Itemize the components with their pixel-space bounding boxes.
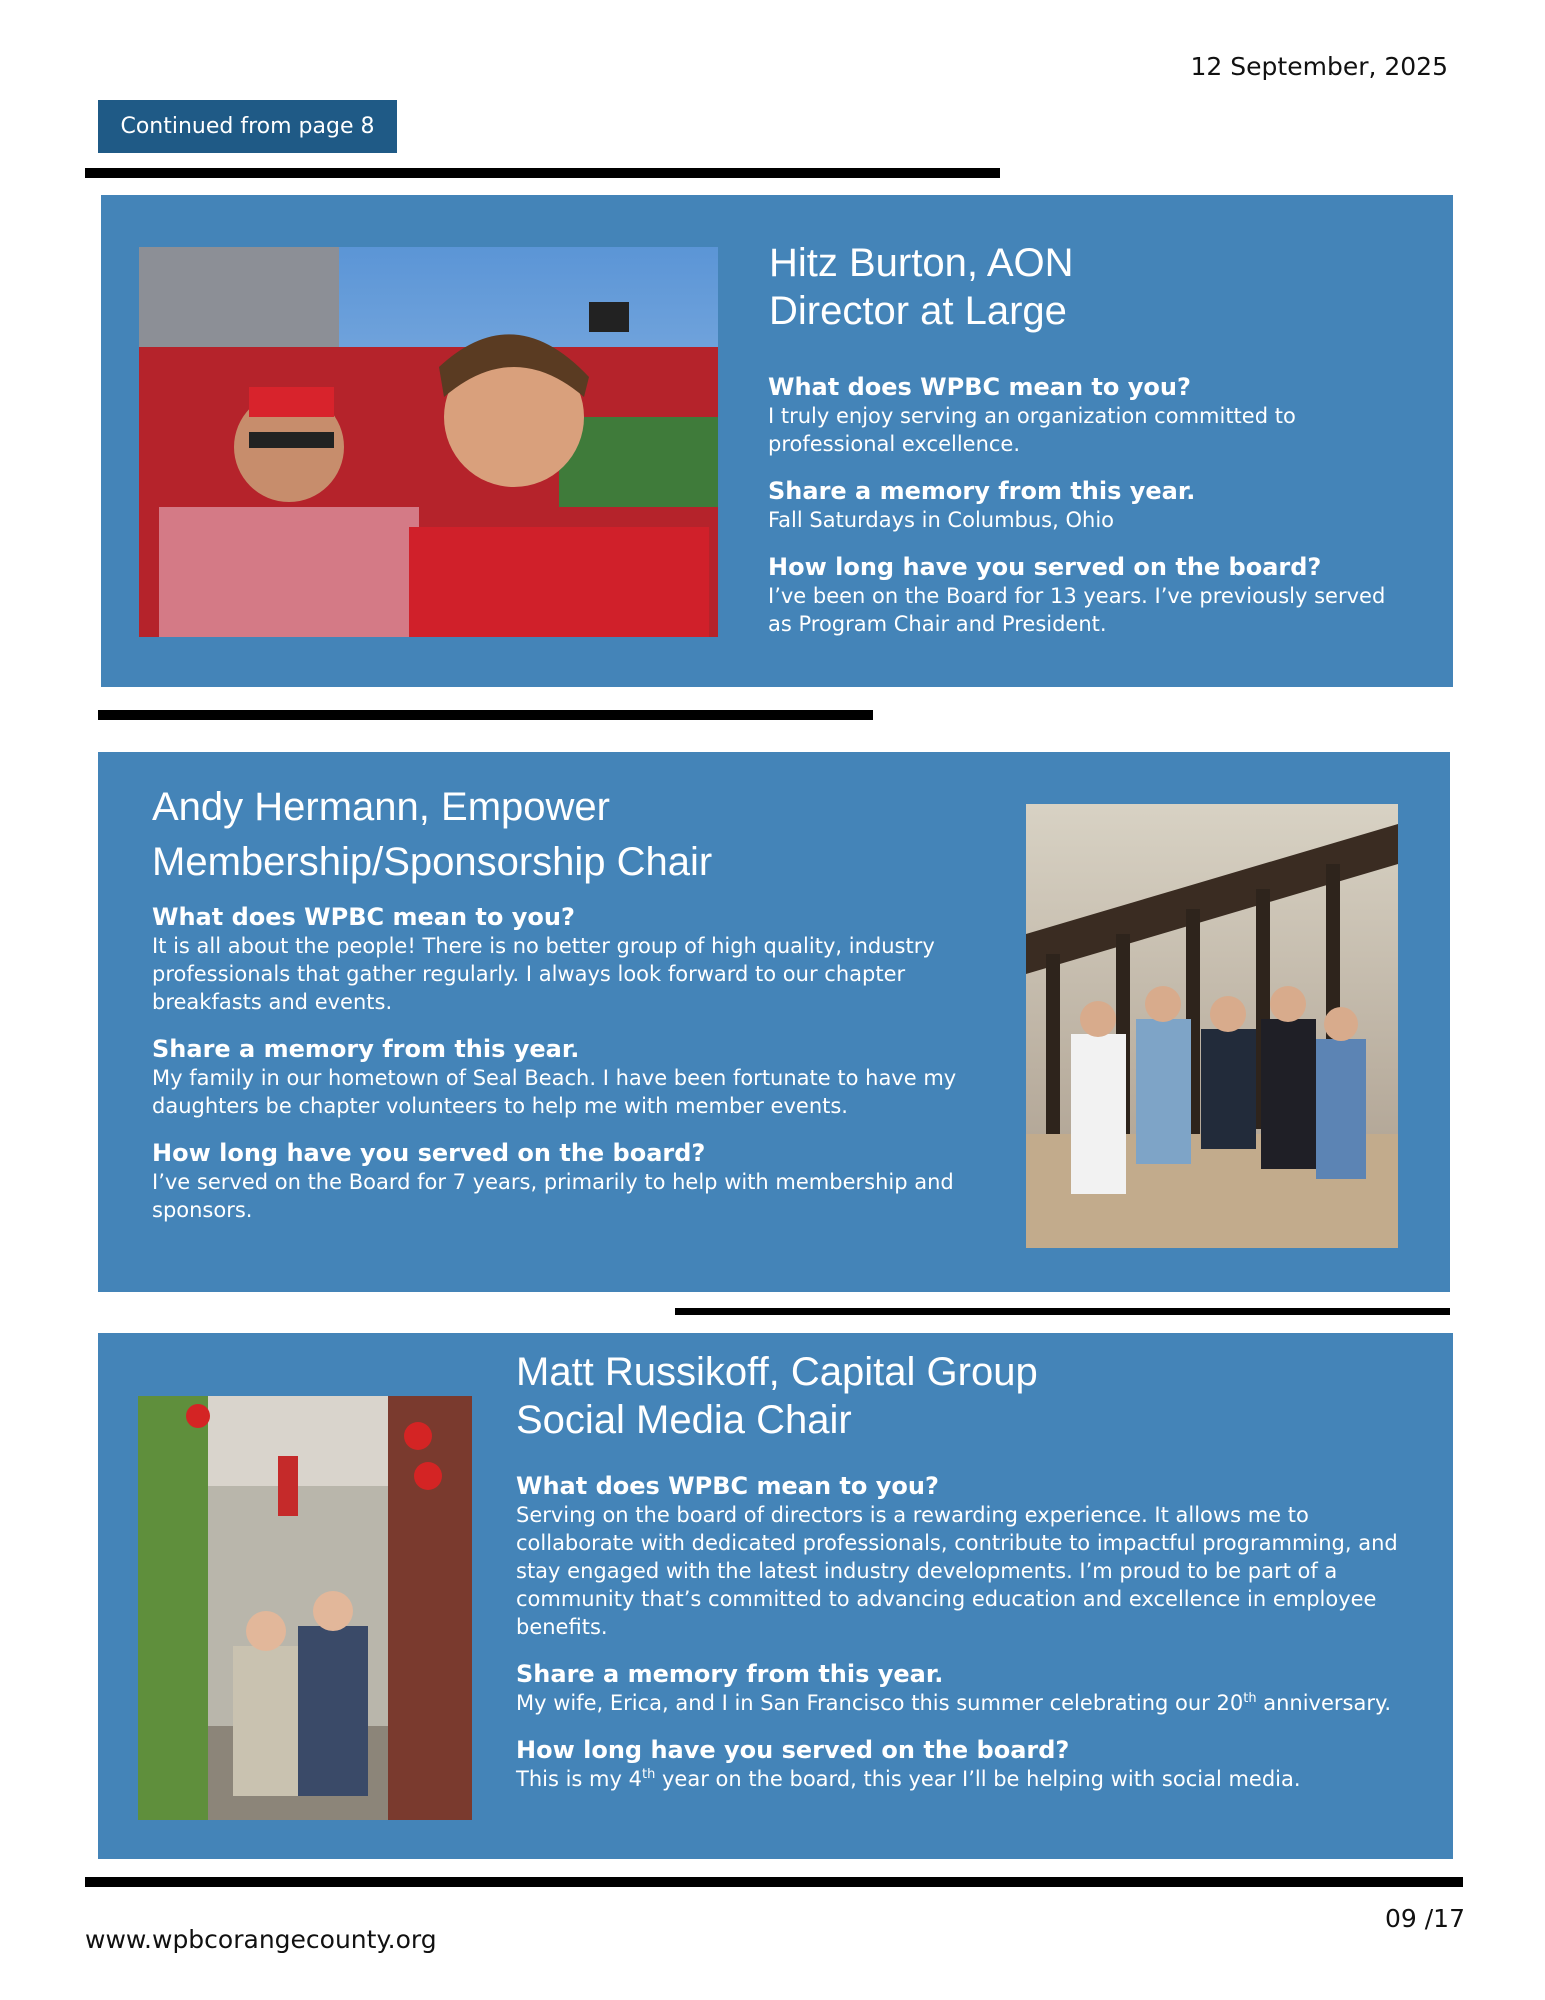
answer-tenure: I’ve been on the Board for 13 years. I’ve previously served as Program Chair and President. [768, 584, 1386, 636]
divider-rule [675, 1308, 1450, 1315]
footer-divider-rule [85, 1877, 1463, 1887]
question-tenure: How long have you served on the board? [516, 1736, 1070, 1764]
member-name: Matt Russikoff, Capital Group [516, 1350, 1038, 1394]
question-tenure: How long have you served on the board? [152, 1139, 706, 1167]
website-url[interactable]: www.wpbcorangecounty.org [85, 1925, 437, 1954]
divider-rule [98, 710, 873, 720]
member-info [152, 780, 1012, 890]
answer-memory: My wife, Erica, and I in San Francisco this summer celebrating our 20th anniversary. [516, 1691, 1392, 1715]
member-info [516, 1348, 1416, 1444]
family-pier-photo [1026, 804, 1398, 1248]
member-role: Membership/Sponsorship Chair [152, 840, 713, 884]
continued-from-tag: Continued from page 8 [98, 100, 397, 153]
answer-meaning: Serving on the board of directors is a rewarding experience. It allows me to collaborate with dedicated professionals, contribute to impactful programming, and stay engaged with the latest industry developments. I’m proud to be part of a community that’s committed to advancing education and excellence in employee benefits. [516, 1503, 1398, 1639]
member-qa [152, 902, 1002, 1242]
san-francisco-couple-photo [138, 1396, 472, 1820]
question-memory: Share a memory from this year. [768, 477, 1196, 505]
member-qa [768, 372, 1408, 656]
member-role: Social Media Chair [516, 1398, 852, 1442]
answer-meaning: I truly enjoy serving an organization committed to professional excellence. [768, 404, 1296, 456]
page-number: 09 /17 [1385, 1904, 1465, 1933]
member-card-matt-russikoff [98, 1333, 1453, 1859]
answer-tenure: This is my 4th year on the board, this year I’ll be helping with social media. [516, 1767, 1301, 1791]
question-meaning: What does WPBC mean to you? [516, 1472, 939, 1500]
issue-date: 12 September, 2025 [1190, 52, 1448, 81]
member-role: Director at Large [769, 289, 1067, 333]
question-memory: Share a memory from this year. [516, 1660, 944, 1688]
member-card-hitz-burton [101, 195, 1453, 687]
divider-rule [85, 168, 1000, 178]
member-card-andy-hermann [98, 752, 1450, 1292]
question-meaning: What does WPBC mean to you? [152, 903, 575, 931]
member-info [769, 239, 1409, 357]
question-memory: Share a memory from this year. [152, 1035, 580, 1063]
question-tenure: How long have you served on the board? [768, 553, 1322, 581]
answer-memory: My family in our hometown of Seal Beach. I have been fortunate to have my daughters be chapter volunteers to help me with member events. [152, 1066, 957, 1118]
answer-memory: Fall Saturdays in Columbus, Ohio [768, 508, 1114, 532]
answer-tenure: I’ve served on the Board for 7 years, primarily to help with membership and sponsors. [152, 1170, 954, 1222]
answer-meaning: It is all about the people! There is no better group of high quality, industry professionals that gather regularly. I always look forward to our chapter breakfasts and events. [152, 934, 935, 1014]
member-name: Andy Hermann, Empower [152, 785, 610, 829]
member-name: Hitz Burton, AON [769, 241, 1074, 285]
member-qa [516, 1471, 1421, 1811]
question-meaning: What does WPBC mean to you? [768, 373, 1191, 401]
stadium-selfie-photo [139, 247, 718, 637]
